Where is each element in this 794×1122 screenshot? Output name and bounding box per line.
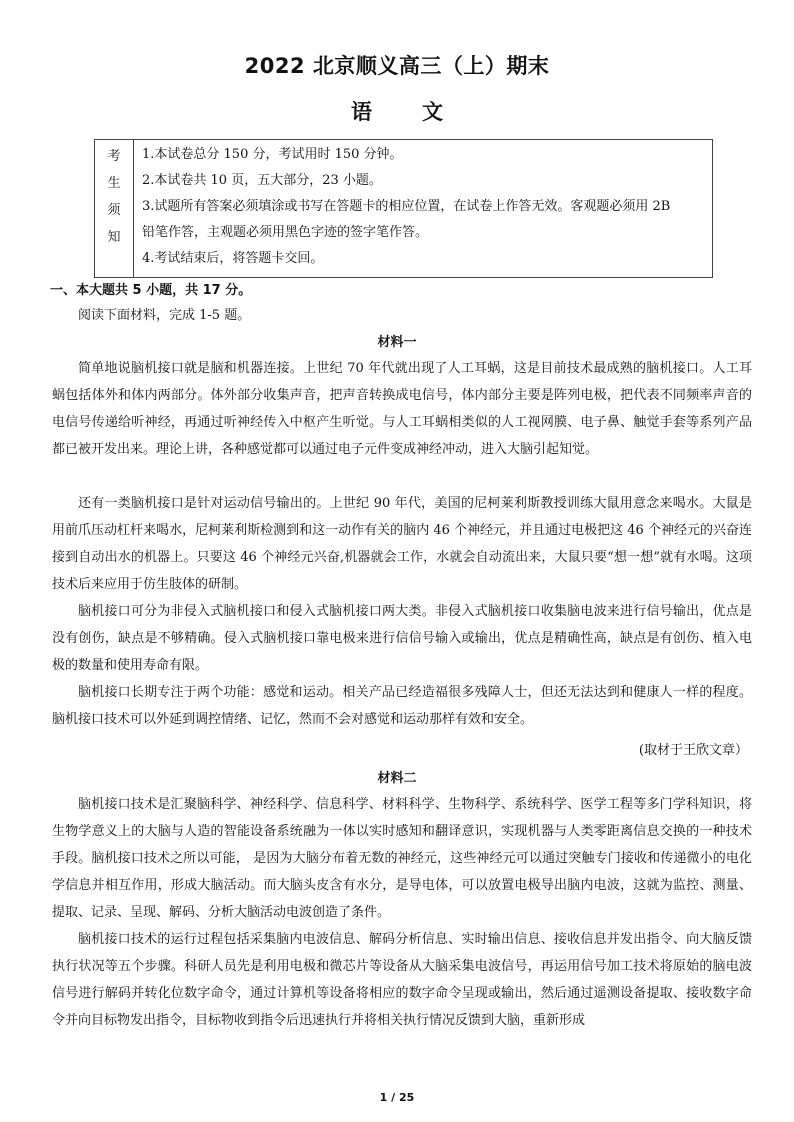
notice-item: 2.本试卷共 10 页，五大部分，23 小题。 [142,173,382,188]
notice-side-char: 生 [107,176,121,191]
notice-side-label [95,140,134,278]
notice-side-char: 考 [107,149,121,164]
notice-body [134,140,713,278]
material-1-paragraph: 简单地说脑机接口就是脑和机器连接。上世纪 70 年代就出现了人工耳蜗，这是目前技术最成熟的脑机接口。人工耳蜗包括体外和体内两部分。体外部分收集声音，把声音转换成电信号，体内部分主要是阵列电极，把代表不同频率声音的电信号传递给听神经，再通过听神经传入中枢产生听觉。与人工耳蜗相类似的人工视网膜、电子鼻、触觉手套等系列产品都已被开发出来。理论上讲，各种感觉都可以通过电子元件变成神经冲动，进入大脑引起知觉。 [52,361,752,457]
notice-item: 1.本试卷总分 150 分，考试用时 150 分钟。 [142,147,403,162]
material-1-paragraph: 脑机接口长期专注于两个功能：感觉和运动。相关产品已经造福很多残障人士，但还无法达到和健康人一样的程度。脑机接口技术可以外延到调控情绪、记忆，然而不会对感觉和运动那样有效和安全。 [52,685,752,727]
material-2-paragraph: 脑机接口技术是汇聚脑科学、神经科学、信息科学、材料科学、生物科学、系统科学、医学工程等多门学科知识，将生物学意义上的大脑与人造的智能设备系统融为一体以实时感知和翻译意识，实现机器与人类零距离信息交换的一种技术手段。脑机接口技术之所以可能， 是因为大脑分布着无数的神经元，这些神经元可以通过突触专门接收和传递微小的电化学信息并相互作用，形成大脑活动。而大脑头皮含有水分，是导电体，可以放置电极导出脑内电波，这就为监控、测量、提取、记录、呈现、解码、分析大脑活动电波创造了条件。 [52,797,752,920]
notice-item: 3.试题所有答案必须填涂或书写在答题卡的相应位置，在试卷上作答无效。客观题必须用 2B [142,199,671,214]
notice-side-char: 须 [107,203,121,218]
page-number: 1 / 25 [379,1091,415,1104]
material-2-title: 材料二 [377,771,417,786]
material-1-paragraph: 脑机接口可分为非侵入式脑机接口和侵入式脑机接口两大类。非侵入式脑机接口收集脑电波来进行信号输出，优点是没有创伤，缺点是不够精确。侵入式脑机接口靠电极来进行信信号输入或输出，优点是精确性高，缺点是有创伤、植入电极的数量和使用寿命有限。 [52,604,752,673]
exam-notice-table [94,139,713,278]
page-title: 2022 北京顺义高三（上）期末 [244,54,550,78]
material-1-title: 材料一 [377,335,417,350]
material-2-paragraph: 脑机接口技术的运行过程包括采集脑内电波信息、解码分析信息、实时输出信息、接收信息并发出指令、向大脑反馈执行状况等五个步骤。科研人员先是利用电极和微芯片等设备从大脑采集电波信号，再运用信号加工技术将原始的脑电波信号进行解码并转化位数字命令，通过计算机等设备将相应的数字命令呈现或输出，然后通过遥测设备提取、接收数字命令并向目标物发出指令，目标物收到指令后迅速执行并将相关执行情况反馈到大脑，重新形成 [52,932,752,1028]
notice-item: 4.考试结束后，将答题卡交回。 [142,251,324,266]
notice-side-char: 知 [107,230,121,245]
notice-item: 铅笔作答，主观题必须用黑色字迹的签字笔作答。 [142,225,429,240]
section-heading: 一、本大题共 5 小题，共 17 分。 [50,283,252,298]
material-1-paragraph: 还有一类脑机接口是针对运动信号输出的。上世纪 90 年代，美国的尼柯莱利斯教授训练大鼠用意念来喝水。大鼠是用前爪压动杠杆来喝水，尼柯莱利斯检测到和这一动作有关的脑内 46 个神经元，并且通过电极把这 46 个神经元的兴奋连接到自动出水的机器上。只要这 46 个神经元兴奋,机器就会工作，水就会自动流出来，大鼠只要“想一想”就有水喝。这项技术后来应用于仿生肢体的研制。 [52,496,752,592]
subject-title: 语文 [351,100,493,124]
material-1-source: (取材于王欣文章） [638,743,748,758]
section-instruction: 阅读下面材料，完成 1-5 题。 [78,308,251,323]
